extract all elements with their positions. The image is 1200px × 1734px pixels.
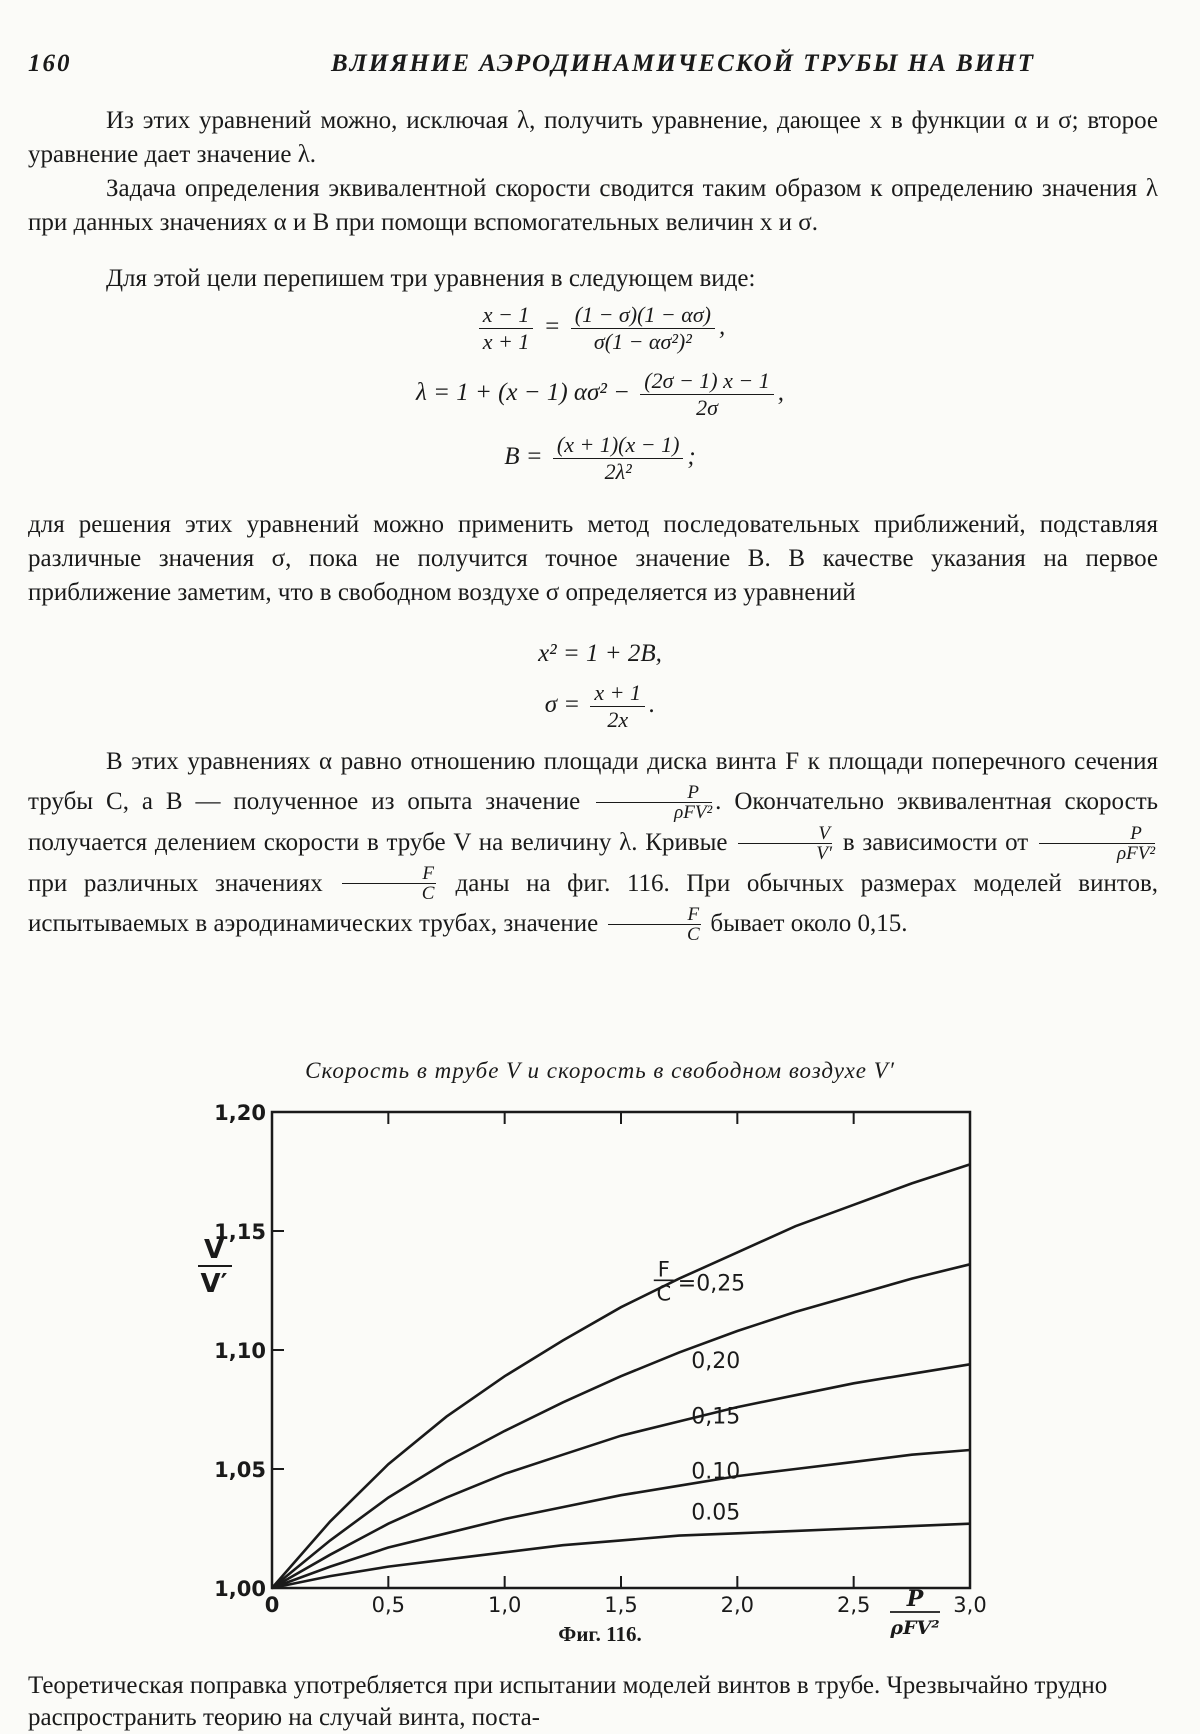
plot-frame bbox=[272, 1112, 970, 1588]
x-tick-label: 2,5 bbox=[836, 1593, 871, 1617]
paragraph-2: Задача определения эквивалентной скорости сводится таким образом к определению значения λ при данных значениях α и B при помощи вспомогательных величин x и σ. bbox=[28, 175, 1158, 236]
frac-F-den: C bbox=[421, 883, 435, 905]
x-tick-label: 1,0 bbox=[487, 1593, 522, 1617]
x-tick-label: 0 bbox=[264, 1593, 280, 1617]
y-axis-label-den: V′ bbox=[200, 1269, 228, 1299]
y-tick-label: 1,10 bbox=[214, 1339, 266, 1363]
equation-5: σ = $\frac{x + 1}{2x}$ . bbox=[544, 680, 656, 732]
equation-4: x² = 1 + 2B, bbox=[538, 640, 662, 667]
chart-title: Скорость в трубе V и скорость в свободном воздухе V′ bbox=[305, 1058, 895, 1083]
frac-V-den: V′ bbox=[816, 842, 833, 864]
eq5-den: 2x bbox=[607, 707, 629, 732]
equation-1: $\frac{x - 1}{x + 1}$ = $\frac{(1 - \sigma)(1 - \alpha\sigma)}{\text{σ(1 − ασ²)²}}$ , bbox=[0, 302, 1200, 355]
frac-P-den: ρFV² bbox=[674, 801, 713, 823]
y-tick-label: 1,15 bbox=[214, 1220, 266, 1244]
y-tick-label: 1,20 bbox=[214, 1101, 266, 1125]
eq3-den: 2λ² bbox=[604, 459, 632, 484]
frac-P2-den: ρFV² bbox=[1116, 842, 1156, 864]
legend-frac-num: F bbox=[657, 1257, 670, 1282]
series-label: 0,15 bbox=[691, 1404, 741, 1430]
frac-F-num: F bbox=[342, 865, 436, 884]
series-label: 0.10 bbox=[691, 1459, 741, 1485]
frac-P2-num: P bbox=[1039, 825, 1155, 844]
eq3-lhs: B = bbox=[504, 443, 543, 471]
paragraph-4: для решения этих уравнений можно применить метод последовательных приближений, подставляя различные значения σ, пока не получится точное значение B. В качестве указания на первое приближение заметим, что в свободном воздухе σ определяется из уравнений bbox=[28, 511, 1158, 606]
x-axis-label-num: P bbox=[906, 1586, 924, 1612]
x-tick-label: 3,0 bbox=[953, 1593, 987, 1617]
y-tick-label: 1,00 bbox=[214, 1577, 266, 1601]
series-label: 0,20 bbox=[691, 1349, 741, 1375]
eq2-lhs: λ = 1 + (x − 1) ασ² − bbox=[416, 379, 631, 407]
paragraph-5: В этих уравнениях α равно отношению площади диска винта F к площади поперечного сечения трубы C, а B — полученное из опыта значение P ρFV² . Окончательно эквивалентная скорость получается делением скорости в трубе V на величину λ. Кривые $\frac{V}{V'}$ в зависимости от P ρFV² при различных значениях $\frac{F}{C}$ даны на фиг. 116. При обычных размерах моделей винтов, испытываемых в аэродинамических трубах, значение $\frac{F}{C}$ бывает около 0,15. bbox=[28, 748, 1159, 946]
running-title: ВЛИЯНИЕ АЭРОДИНАМИЧЕСКОЙ ТРУБЫ НА ВИНТ bbox=[330, 50, 1036, 77]
eq3-num: (x + 1)(x − 1) bbox=[553, 432, 684, 459]
paragraph-1: Из этих уравнений можно, исключая λ, получить уравнение, дающее x в функции α и σ; второе уравнение дает значение λ. bbox=[28, 107, 1158, 168]
frac-F2-den: C bbox=[686, 924, 700, 946]
equation-3: B = $\frac{(x + 1)(x - 1)}{\text{2λ²}}$ ; bbox=[504, 432, 696, 484]
p5-part-f: бывает около 0,15. bbox=[710, 910, 908, 938]
x-tick-label: 0,5 bbox=[371, 1593, 406, 1617]
frac-V-num: V bbox=[738, 825, 832, 844]
legend-frac-den: C bbox=[656, 1281, 672, 1306]
series-label: =0,25 bbox=[677, 1271, 746, 1297]
page-number: 160 bbox=[28, 50, 72, 77]
eq1-lhs-num: x − 1 bbox=[479, 302, 534, 329]
y-axis-label-num: V bbox=[203, 1235, 225, 1265]
eq5-lhs: σ = bbox=[544, 691, 581, 719]
series-label: 0.05 bbox=[691, 1500, 741, 1526]
p5-part-a: В этих уравнениях α равно отношению площади диска винта F к площади поперечного сечения трубы C, а B — полученное из опыта значение bbox=[28, 748, 1158, 815]
x-axis-label-den: ρFV² bbox=[890, 1617, 940, 1639]
p5-part-d: при различных значениях bbox=[28, 869, 323, 897]
p5-part-b: Окончательно эквивалентная скорость получается делением скорости в трубе V на величину λ. Кривые bbox=[28, 788, 1159, 856]
footnote: Теоретическая поправка употребляется при испытании моделей винтов в трубе. Чрезвычайно трудно распространить теорию на случай винта, поста- bbox=[28, 1672, 1108, 1731]
figure-caption: Фиг. 116. bbox=[558, 1622, 642, 1646]
eq1-rhs-num: (1 − σ)(1 − ασ) bbox=[571, 302, 715, 329]
x-tick-label: 2,0 bbox=[720, 1593, 755, 1617]
frac-P-num: P bbox=[596, 784, 712, 803]
p5-part-c: в зависимости от bbox=[842, 828, 1029, 856]
equation-2: λ = 1 + (x − 1) ασ² − $\frac{(2\sigma - 1) x - 1}{2\sigma}$ , bbox=[416, 368, 784, 420]
frac-F2-num: F bbox=[608, 906, 702, 925]
x-tick-label: 1,5 bbox=[604, 1593, 638, 1617]
eq1-lhs-den: x + 1 bbox=[482, 329, 530, 354]
eq2-den: 2σ bbox=[696, 395, 718, 420]
eq1-rhs-den: σ(1 − ασ²)² bbox=[593, 329, 692, 354]
paragraph-3: Для этой цели перепишем три уравнения в следующем виде: bbox=[106, 265, 756, 292]
eq5-num: x + 1 bbox=[590, 680, 645, 707]
y-tick-label: 1,05 bbox=[214, 1458, 266, 1482]
p5-part-e: даны на фиг. 116. При обычных размерах моделей винтов, испытываемых в аэродинамических трубах, значение bbox=[28, 869, 1159, 938]
eq2-num: (2σ − 1) x − 1 bbox=[640, 368, 773, 395]
